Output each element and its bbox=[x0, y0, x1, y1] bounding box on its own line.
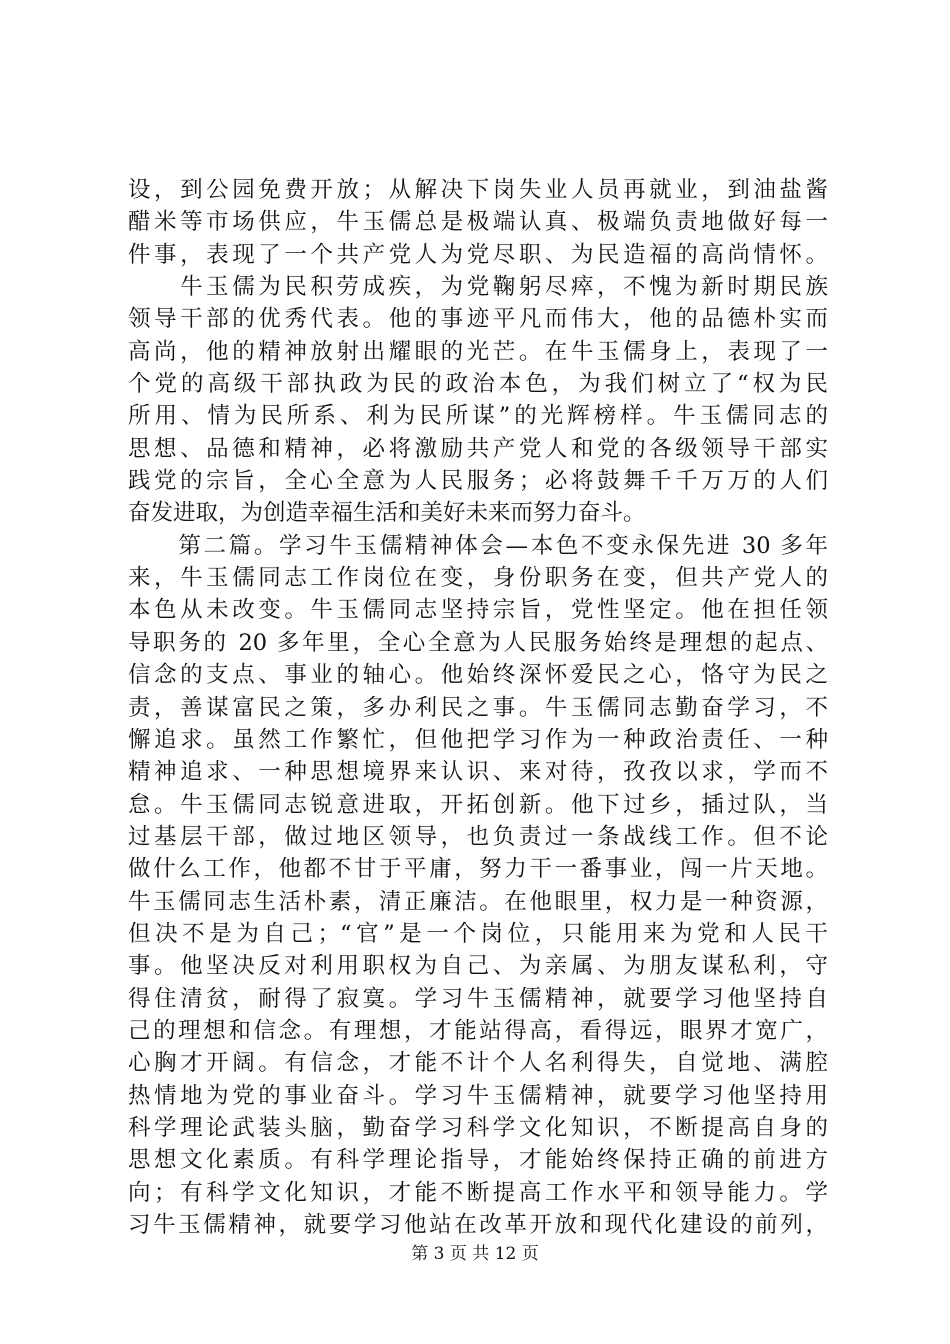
text-line: 信念的支点、事业的轴心。他始终深怀爱民之心，恪守为民之 bbox=[128, 662, 828, 689]
text-line: 热情地为党的事业奋斗。学习牛玉儒精神，就要学习他坚持用 bbox=[128, 1082, 828, 1109]
text-line: 牛玉儒为民积劳成疾，为党鞠躬尽瘁，不愧为新时期民族 bbox=[128, 274, 828, 301]
text-line: 设，到公园免费开放；从解决下岗失业人员再就业，到油盐酱 bbox=[128, 177, 828, 203]
text-line: 怠。牛玉儒同志锐意进取，开拓创新。他下过乡，插过队，当 bbox=[128, 791, 828, 818]
text-line: 牛玉儒同志生活朴素，清正廉洁。在他眼里，权力是一种资源， bbox=[128, 888, 828, 915]
text-line: 但决不是为自己；“官”是一个岗位，只能用来为党和人民干 bbox=[128, 920, 828, 947]
text-line: 懈追求。虽然工作繁忙，但他把学习作为一种政治责任、一种 bbox=[128, 726, 828, 753]
text-line: 第二篇。学习牛玉儒精神体会—本色不变永保先进 30 多年 bbox=[128, 532, 828, 559]
body-text bbox=[128, 174, 828, 1241]
text-line: 科学理论武装头脑，勤奋学习科学文化知识，不断提高自身的 bbox=[128, 1114, 828, 1141]
text-line: 得住清贫，耐得了寂寞。学习牛玉儒精神，就要学习他坚持自 bbox=[128, 985, 828, 1012]
text-line: 事。他坚决反对利用职权为自己、为亲属、为朋友谋私利，守 bbox=[128, 953, 828, 980]
text-line: 高尚，他的精神放射出耀眼的光芒。在牛玉儒身上，表现了一 bbox=[128, 338, 828, 365]
text-line: 精神追求、一种思想境界来认识、来对待，孜孜以求，学而不 bbox=[128, 759, 828, 786]
text-line: 件事，表现了一个共产党人为党尽职、为民造福的高尚情怀。 bbox=[128, 241, 828, 268]
text-line: 导职务的 20 多年里，全心全意为人民服务始终是理想的起点、 bbox=[128, 629, 828, 656]
page-footer: 第 3 页 共 12 页 bbox=[411, 1244, 539, 1264]
text-line: 本色从未改变。牛玉儒同志坚持宗旨，党性坚定。他在担任领 bbox=[128, 597, 828, 624]
text-line: 践党的宗旨，全心全意为人民服务；必将鼓舞千千万万的人们 bbox=[128, 468, 828, 495]
text-line: 做什么工作，他都不甘于平庸，努力干一番事业，闯一片天地。 bbox=[128, 856, 828, 883]
text-line: 责，善谋富民之策，多办利民之事。牛玉儒同志勤奋学习，不 bbox=[128, 694, 828, 721]
text-line: 来，牛玉儒同志工作岗位在变，身份职务在变，但共产党人的 bbox=[128, 565, 828, 592]
text-line: 习牛玉儒精神，就要学习他站在改革开放和现代化建设的前列， bbox=[128, 1212, 828, 1238]
text-line: 心胸才开阔。有信念，才能不计个人名利得失，自觉地、满腔 bbox=[128, 1050, 828, 1077]
text-line: 个党的高级干部执政为民的政治本色，为我们树立了“权为民 bbox=[128, 371, 828, 398]
text-line: 奋发进取，为创造幸福生活和美好未来而努力奋斗。 bbox=[128, 500, 646, 527]
text-line: 醋米等市场供应，牛玉儒总是极端认真、极端负责地做好每一 bbox=[128, 209, 828, 236]
text-line: 思想文化素质。有科学理论指导，才能始终保持正确的前进方 bbox=[128, 1147, 828, 1174]
text-line: 领导干部的优秀代表。他的事迹平凡而伟大，他的品德朴实而 bbox=[128, 306, 828, 333]
text-line: 过基层干部，做过地区领导，也负责过一条战线工作。但不论 bbox=[128, 823, 828, 850]
text-line: 所用、情为民所系、利为民所谋”的光辉榜样。牛玉儒同志的 bbox=[128, 403, 828, 430]
text-line: 向；有科学文化知识，才能不断提高工作水平和领导能力。学 bbox=[128, 1179, 828, 1206]
text-line: 思想、品德和精神，必将激励共产党人和党的各级领导干部实 bbox=[128, 435, 828, 462]
text-line: 己的理想和信念。有理想，才能站得高，看得远，眼界才宽广， bbox=[128, 1017, 828, 1044]
